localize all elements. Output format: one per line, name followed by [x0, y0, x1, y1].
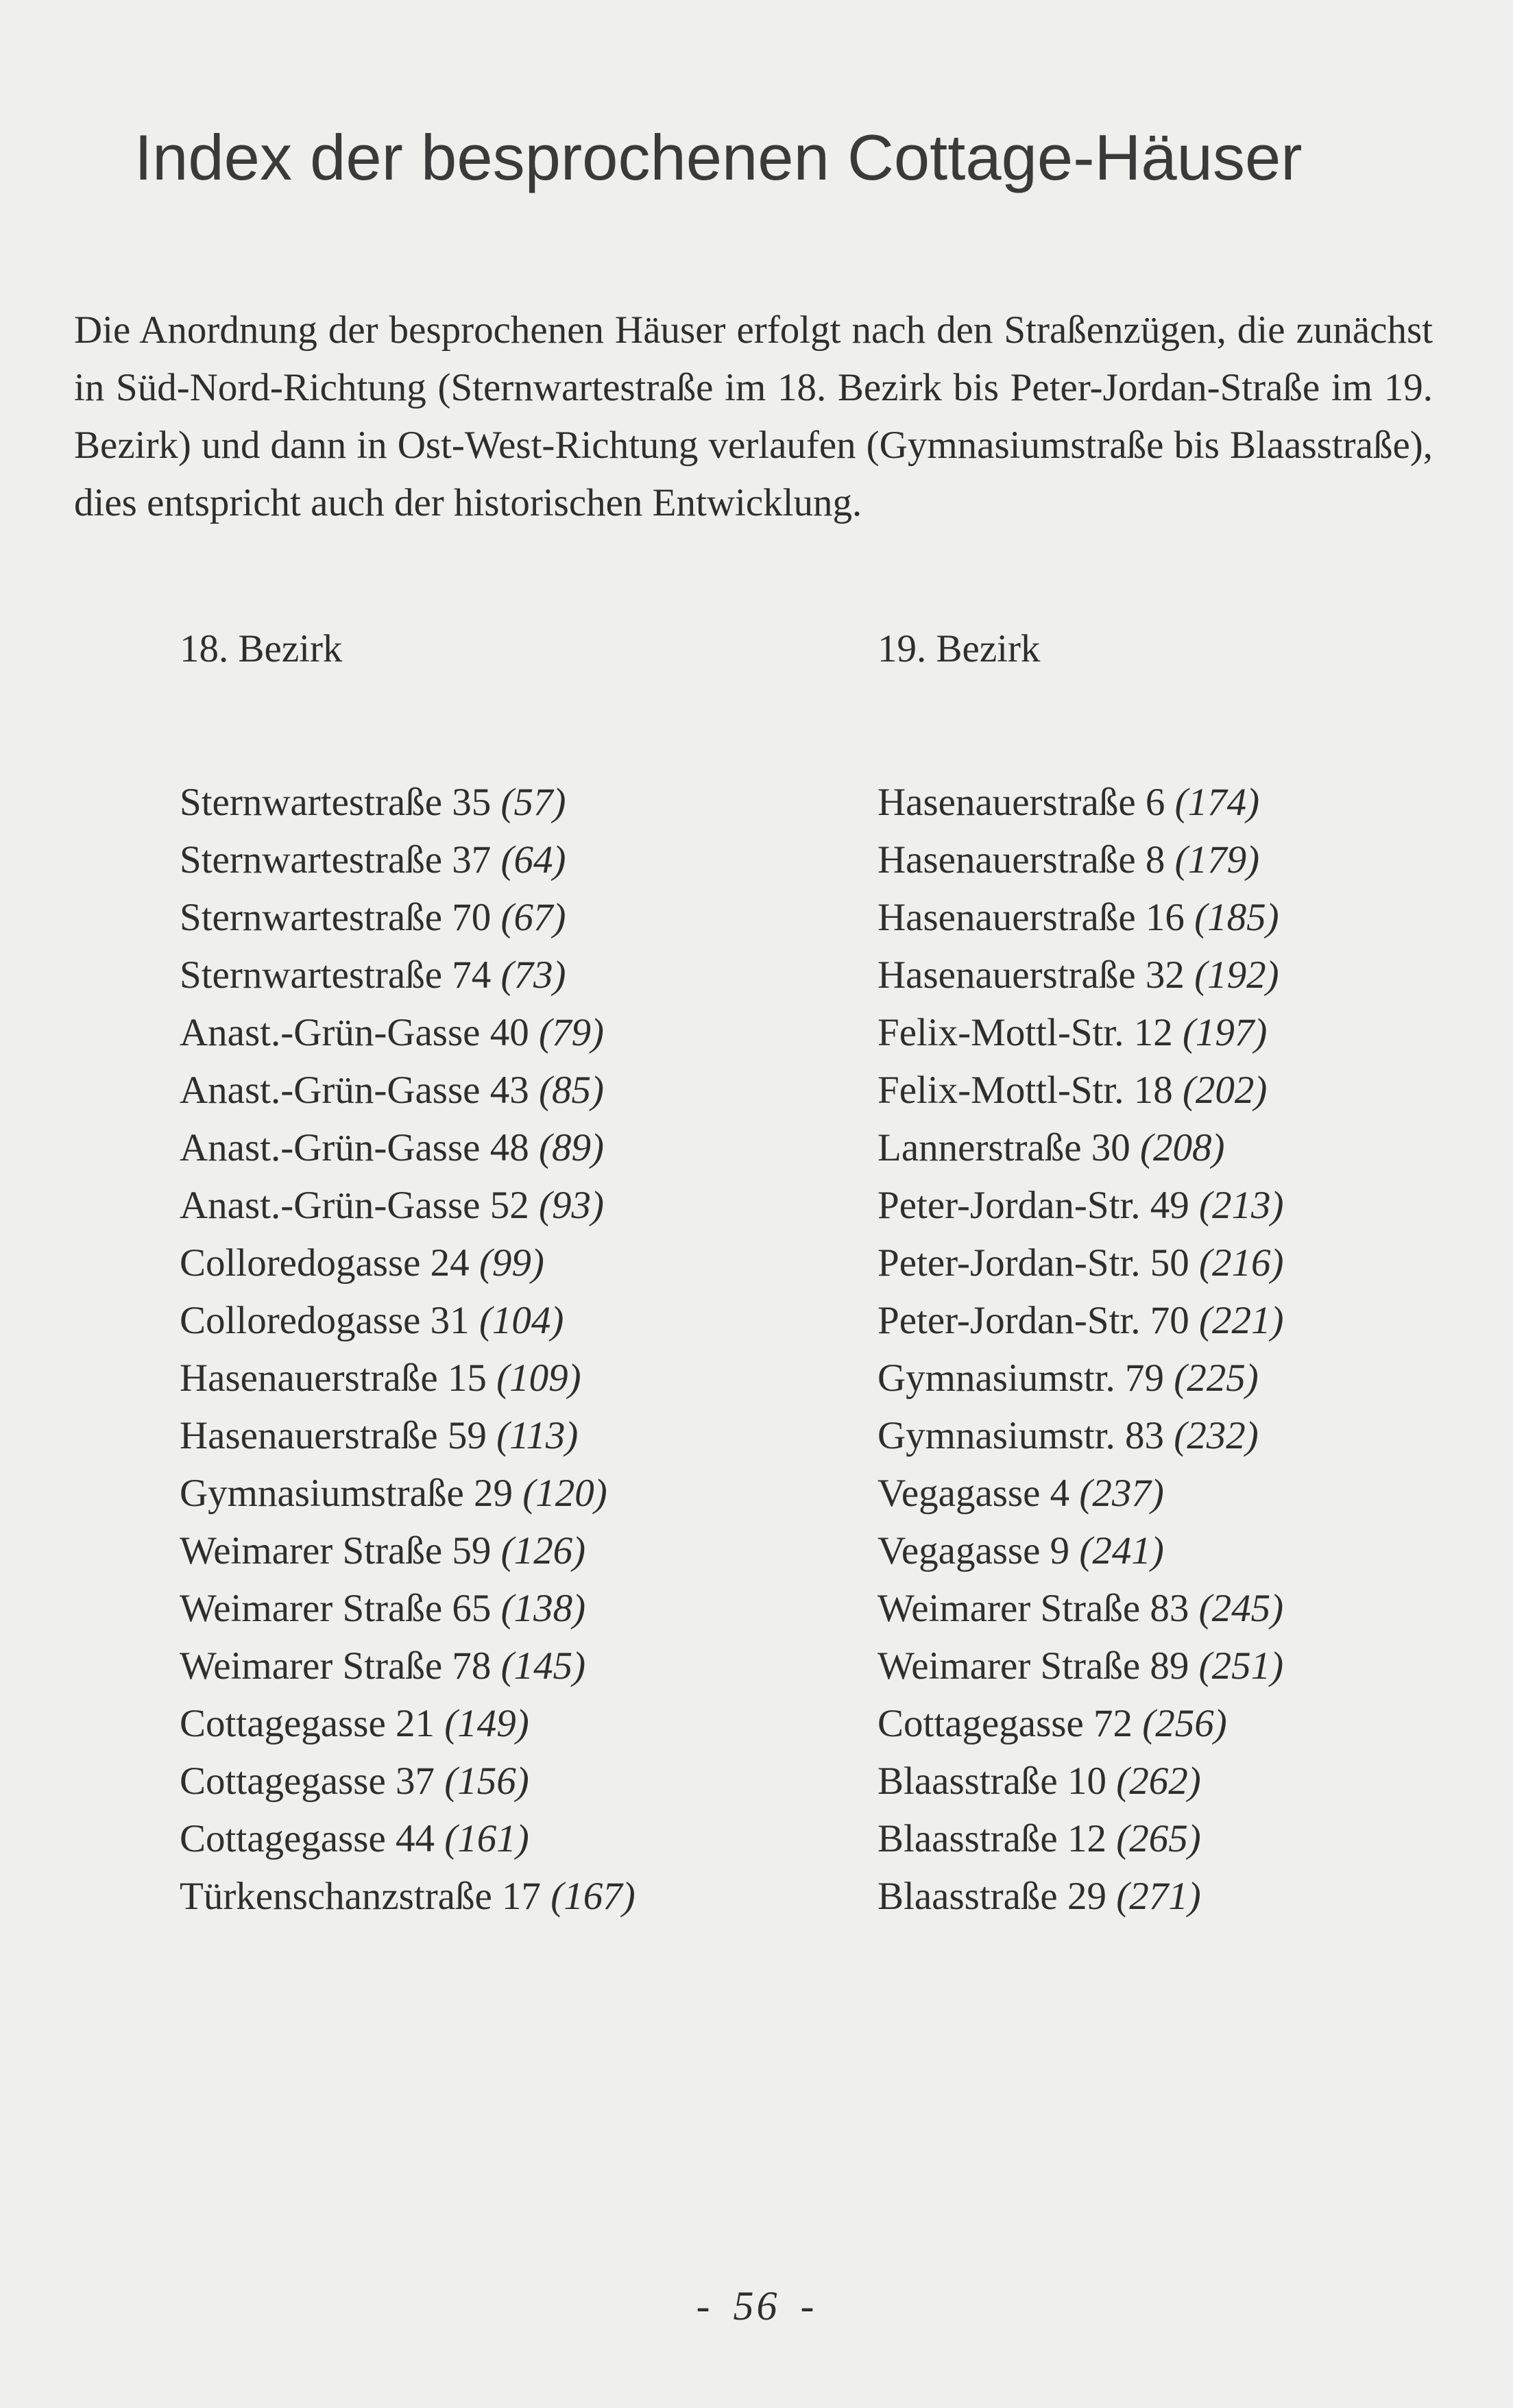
entry-address: Blaasstraße 29 [877, 1875, 1106, 1918]
entry-page-ref: (241) [1079, 1529, 1164, 1572]
index-entry [877, 889, 1467, 947]
entry-page-ref: (167) [550, 1875, 636, 1918]
entry-page-ref: (225) [1174, 1357, 1259, 1400]
entry-address: Peter-Jordan-Str. 70 [877, 1299, 1189, 1342]
entry-page-ref: (271) [1116, 1875, 1201, 1918]
entry-page-ref: (120) [522, 1472, 607, 1515]
index-entry [877, 1004, 1467, 1062]
index-entry [877, 1868, 1467, 1925]
entry-page-ref: (156) [444, 1760, 529, 1803]
entry-address: Hasenauerstraße 32 [877, 953, 1185, 997]
index-entry [180, 1062, 797, 1119]
entry-address: Lannerstraße 30 [877, 1126, 1130, 1169]
index-entry [180, 1235, 797, 1292]
index-entry [877, 1235, 1467, 1292]
entry-address: Weimarer Straße 78 [180, 1644, 492, 1688]
entry-address: Weimarer Straße 59 [180, 1529, 492, 1572]
entry-address: Felix-Mottl-Str. 18 [877, 1069, 1173, 1112]
entry-address: Weimarer Straße 83 [877, 1587, 1189, 1630]
index-entry [877, 1753, 1467, 1810]
entry-address: Gymnasiumstr. 79 [877, 1357, 1165, 1400]
entry-address: Sternwartestraße 37 [180, 838, 492, 881]
entry-page-ref: (202) [1182, 1069, 1268, 1112]
index-entry [180, 1004, 797, 1062]
entry-page-ref: (174) [1174, 781, 1260, 824]
index-entry [877, 1638, 1467, 1695]
index-entry [877, 1119, 1467, 1177]
index-entry [877, 1350, 1467, 1407]
district-19-heading: 19. Bezirk [877, 627, 1041, 670]
entry-page-ref: (213) [1199, 1184, 1284, 1227]
index-entry [877, 774, 1467, 831]
index-entry [180, 1868, 797, 1925]
entry-page-ref: (208) [1140, 1126, 1225, 1169]
entry-page-ref: (67) [500, 896, 566, 939]
entry-page-ref: (179) [1174, 838, 1260, 881]
index-entry [180, 1465, 797, 1522]
index-entry [877, 1522, 1467, 1580]
page-title: Index der besprochenen Cottage-Häuser [134, 121, 1303, 193]
entry-address: Sternwartestraße 70 [180, 896, 492, 939]
entry-page-ref: (64) [500, 838, 566, 881]
entry-page-ref: (93) [538, 1184, 604, 1227]
page-number-footer [0, 2283, 1513, 2330]
index-entry [180, 1810, 797, 1868]
page-number-dash-left: - [696, 2283, 713, 2328]
entry-address: Cottagegasse 37 [180, 1760, 435, 1803]
entry-page-ref: (73) [500, 953, 566, 997]
page-number-dash-right: - [800, 2283, 817, 2328]
entry-page-ref: (149) [444, 1702, 529, 1745]
entry-address: Anast.-Grün-Gasse 52 [180, 1184, 529, 1227]
entry-address: Hasenauerstraße 59 [180, 1414, 487, 1457]
entry-address: Hasenauerstraße 8 [877, 838, 1165, 881]
index-entry [180, 1580, 797, 1638]
entry-page-ref: (145) [500, 1644, 586, 1688]
index-entry [180, 1522, 797, 1580]
index-entry [180, 1695, 797, 1753]
index-entry [180, 831, 797, 889]
index-entry [180, 1753, 797, 1810]
entry-page-ref: (232) [1174, 1414, 1259, 1457]
entry-page-ref: (245) [1198, 1587, 1284, 1630]
entry-address: Anast.-Grün-Gasse 43 [180, 1069, 529, 1112]
entry-address: Vegagasse 9 [877, 1529, 1070, 1572]
entry-address: Blaasstraße 10 [877, 1760, 1106, 1803]
entry-address: Cottagegasse 21 [180, 1702, 435, 1745]
district-19-column [877, 620, 1467, 1925]
entry-page-ref: (265) [1116, 1817, 1201, 1860]
entry-address: Cottagegasse 44 [180, 1817, 435, 1860]
entry-page-ref: (99) [479, 1241, 544, 1285]
index-entry [877, 831, 1467, 889]
index-entry [877, 947, 1467, 1004]
entry-address: Anast.-Grün-Gasse 40 [180, 1011, 529, 1054]
entry-page-ref: (85) [538, 1069, 604, 1112]
entry-page-ref: (251) [1198, 1644, 1284, 1688]
index-entry [180, 947, 797, 1004]
entry-page-ref: (185) [1194, 896, 1279, 939]
entry-address: Peter-Jordan-Str. 49 [877, 1184, 1189, 1227]
entry-page-ref: (89) [538, 1126, 604, 1169]
index-entry [180, 1292, 797, 1350]
index-entry [877, 1177, 1467, 1235]
entry-address: Hasenauerstraße 15 [180, 1357, 487, 1400]
entry-page-ref: (57) [500, 781, 566, 824]
entry-address: Hasenauerstraße 16 [877, 896, 1185, 939]
entry-address: Vegagasse 4 [877, 1472, 1070, 1515]
index-entry [877, 1407, 1467, 1465]
entry-page-ref: (113) [496, 1414, 579, 1457]
index-entry [877, 1292, 1467, 1350]
entry-page-ref: (79) [538, 1011, 604, 1054]
index-entry [180, 1638, 797, 1695]
entry-address: Hasenauerstraße 6 [877, 781, 1165, 824]
entry-page-ref: (161) [444, 1817, 529, 1860]
district-18-list [180, 774, 797, 1925]
entry-address: Cottagegasse 72 [877, 1702, 1133, 1745]
entry-address: Gymnasiumstr. 83 [877, 1414, 1165, 1457]
district-18-heading: 18. Bezirk [180, 627, 343, 670]
entry-address: Sternwartestraße 35 [180, 781, 492, 824]
entry-page-ref: (237) [1079, 1472, 1164, 1515]
entry-address: Colloredogasse 31 [180, 1299, 470, 1342]
entry-page-ref: (126) [500, 1529, 586, 1572]
index-entry [180, 774, 797, 831]
entry-address: Felix-Mottl-Str. 12 [877, 1011, 1173, 1054]
entry-address: Weimarer Straße 89 [877, 1644, 1189, 1688]
intro-paragraph: Die Anordnung der besprochenen Häuser erfolgt nach den Straßenzügen, die zunächst in Süd-Nord-Richtung (Sternwartestraße im 18. Bezirk bis Peter-Jordan-Straße im 19. Bezirk) und dann in Ost-West-Richtung verlaufen (Gymnasiumstraße bis Blaasstraße), dies entspricht auch der historischen Entwicklung. [74, 308, 1433, 524]
district-18-column [180, 620, 797, 1925]
page-number: 56 [733, 2283, 780, 2328]
index-entry [877, 1810, 1467, 1868]
entry-address: Gymnasiumstraße 29 [180, 1472, 513, 1515]
index-entry [180, 1407, 797, 1465]
entry-page-ref: (262) [1116, 1760, 1201, 1803]
entry-address: Colloredogasse 24 [180, 1241, 470, 1285]
index-entry [180, 1119, 797, 1177]
entry-page-ref: (109) [496, 1357, 581, 1400]
entry-address: Türkenschanzstraße 17 [180, 1875, 542, 1918]
index-entry [180, 1177, 797, 1235]
entry-address: Weimarer Straße 65 [180, 1587, 492, 1630]
index-entry [180, 1350, 797, 1407]
entry-address: Sternwartestraße 74 [180, 953, 492, 997]
entry-address: Peter-Jordan-Str. 50 [877, 1241, 1189, 1285]
index-entry [877, 1062, 1467, 1119]
entry-page-ref: (221) [1199, 1299, 1284, 1342]
entry-page-ref: (138) [500, 1587, 586, 1630]
entry-page-ref: (104) [479, 1299, 564, 1342]
index-entry [877, 1580, 1467, 1638]
entry-address: Blaasstraße 12 [877, 1817, 1106, 1860]
district-19-list [877, 774, 1467, 1925]
entry-page-ref: (256) [1142, 1702, 1227, 1745]
entry-page-ref: (192) [1194, 953, 1279, 997]
entry-page-ref: (216) [1199, 1241, 1284, 1285]
entry-page-ref: (197) [1182, 1011, 1268, 1054]
index-entry [877, 1695, 1467, 1753]
index-entry [877, 1465, 1467, 1522]
entry-address: Anast.-Grün-Gasse 48 [180, 1126, 529, 1169]
index-entry [180, 889, 797, 947]
